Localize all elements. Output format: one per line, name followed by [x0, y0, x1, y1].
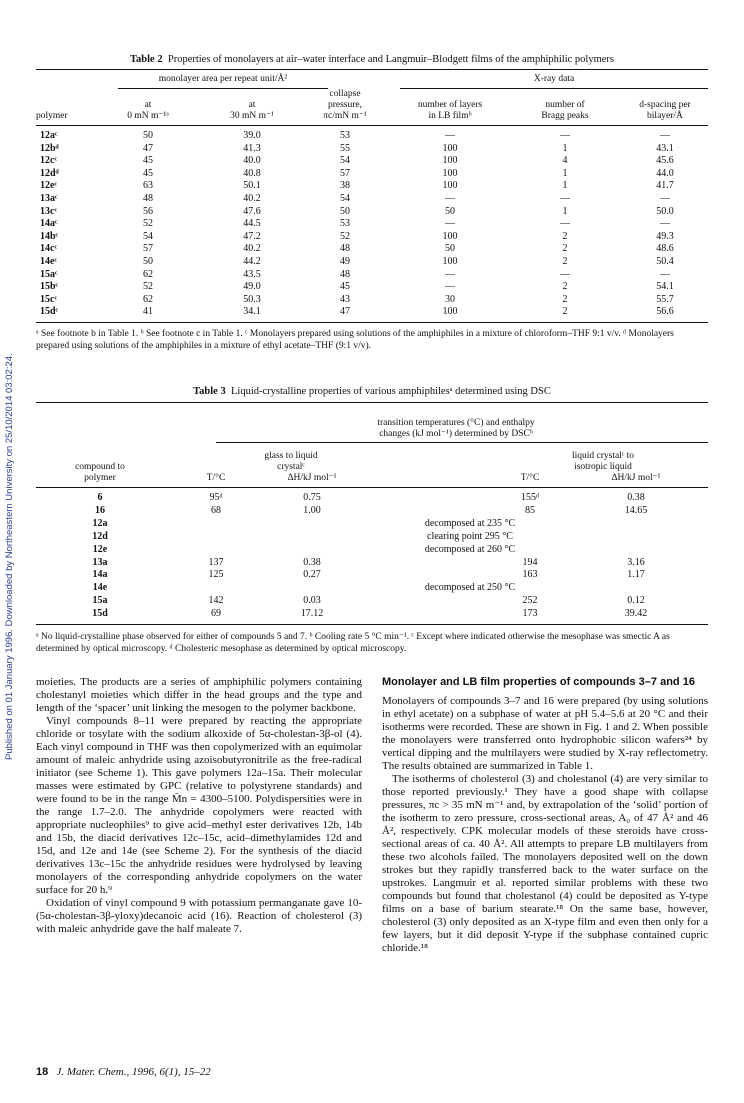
table-cell: 50: [143, 256, 153, 267]
table3-header-rule: [36, 487, 708, 488]
table-cell: 125: [208, 569, 224, 581]
table-row-polymer: 15cᶜ: [40, 293, 58, 305]
table-cell: 48.6: [656, 243, 674, 255]
table-cell: 142: [208, 595, 224, 607]
table-cell: 52: [340, 230, 350, 242]
table-row-compound: 16: [95, 504, 105, 516]
table-cell: 44.5: [243, 218, 261, 230]
table-note: decomposed at 260 °C: [424, 543, 516, 555]
table-row-compound: 13a: [92, 556, 108, 568]
table-cell: 48: [340, 243, 350, 255]
left-column: [36, 676, 362, 936]
table-cell: 2: [562, 243, 568, 255]
table3-top-rule: [36, 402, 708, 403]
table-row-polymer: 15dᶜ: [40, 306, 59, 318]
table-note: decomposed at 250 °C: [424, 582, 516, 594]
table-cell: 68: [211, 504, 221, 516]
col-polymer: polymer: [36, 111, 68, 121]
table-cell: 52: [143, 281, 153, 293]
table-cell: 95ᵈ: [209, 492, 223, 503]
table3-caption: Table 3 Liquid-crystalline properties of various amphiphilesᵃ determined using DSC: [193, 386, 551, 397]
table-cell: 49.0: [243, 281, 261, 293]
table-cell: 57: [143, 243, 153, 255]
table-cell: 49.3: [656, 230, 674, 242]
table-cell: 40.2: [243, 243, 261, 255]
table-cell: 53: [340, 218, 350, 230]
table-cell: 1: [562, 167, 568, 179]
table2-top-rule: [36, 69, 708, 70]
group-rule-1: [118, 88, 328, 89]
table-cell: 2: [562, 230, 568, 242]
table-cell: 40.2: [243, 193, 261, 204]
table-row-compound: 12d: [92, 530, 108, 542]
download-notice: Published on 01 January 1996. Downloaded by Northeastern University on 25/10/2014 03:02:24.: [4, 353, 15, 760]
table-cell: 1.00: [303, 504, 321, 516]
table-cell: 14.65: [624, 504, 648, 516]
col-dspacing: d-spacing per bilayer/Å: [639, 100, 691, 121]
section-heading: Monolayer and LB film properties of compounds 3–7 and 16: [382, 676, 695, 688]
table-cell: 38: [340, 180, 350, 192]
table-note: decomposed at 235 °C: [424, 517, 516, 529]
table-cell: 44.2: [243, 256, 261, 267]
table-cell: 62: [143, 293, 153, 305]
table-cell: —: [560, 193, 570, 204]
table-cell: 85: [525, 504, 535, 516]
table-cell: —: [560, 268, 570, 280]
table-row-polymer: 15bᶜ: [40, 281, 59, 293]
table-cell: 54.1: [656, 281, 674, 293]
table-cell: 43.5: [243, 268, 261, 280]
table-row-polymer: 12cᶜ: [40, 155, 58, 167]
table-cell: 55.7: [656, 293, 674, 305]
table-cell: 3.16: [627, 556, 645, 568]
table-cell: 0.38: [627, 492, 645, 503]
table-cell: 2: [562, 281, 568, 293]
table-cell: 54: [340, 193, 350, 204]
table3-header-glass: glass to liquid crystalᶜ: [264, 451, 318, 472]
table-row-compound: 14e: [92, 582, 108, 594]
table-cell: —: [445, 130, 455, 141]
table-cell: 45: [143, 155, 153, 167]
table-cell: 155ᵈ: [520, 492, 540, 503]
table-cell: 39.0: [243, 130, 261, 141]
table-cell: 54: [340, 155, 350, 167]
paragraph: Vinyl compounds 8–11 were prepared by reacting the appropriate chloride or tosylate with the sodium alkoxide of 5α-cholestan-3β-ol (4). Each vinyl compound in THF was then copolymerized with an equimolar amount of maleic anhydride using azoisobutyronitrile as the free-radical initiator (see Scheme 1). This gave polymers 12a–15a. Their molecular masses were estimated by GPC (relative to polystyrene standards) and were found to be in the range M̄n = 4300–5100. Polydispersities were in the range 1.7–2.0. The anhydride copolymers were reacted with appropriate nucleophiles⁹ to give acid–methyl ester derivatives 12b, 14b and 15b, the diacid derivatives 12c–15c, acid–dimethylamides 12d and 15d, and 12e and 14e (see Scheme 2). For the synthesis of the diacid derivatives 13c–15c the anhydride residues were hydrolysed by leaving monolayers of the corresponding anhydride copolymers on the water surface for 20 h.⁹: [36, 715, 362, 896]
table-cell: 63: [143, 180, 153, 192]
col-compound: compound to polymer: [75, 462, 125, 483]
table-cell: 44.0: [656, 167, 674, 179]
paragraph: The isotherms of cholesterol (3) and cholestanol (4) are very similar to those reported previously.¹ They have a good shape with collapse pressures, πc > 35 mN m⁻¹ and, by extrapolation of the ‘solid’ portion of the isotherm to zero pressure, cross-sectional areas, A₀ of 47 Å² and 46 Å², respectively. CPK molecular models of these steroids have cross-sectional areas of ca. 40 Å². All attempts to prepare LB multilayers from these two alcohols failed. The monolayers deposited well on the down strokes but they rapidly transferred back to the water surface on the upstrokes. Langmuir et al. reported similar problems with these two compounds but found that cholestanol (4) could be deposited as Y-type films on a base of barium stearate.¹⁸ On the same base, however, cholesterol (3) only deposited as an X-type film and even then only for a few layers, but it did deposit Y-type if the subphase contained cupric chloride.¹⁸: [382, 773, 708, 954]
table-cell: 0.12: [627, 595, 645, 607]
table-cell: —: [560, 130, 570, 141]
table-cell: 2: [562, 293, 568, 305]
table-cell: 252: [522, 595, 538, 607]
table-cell: —: [660, 268, 670, 280]
table-row-compound: 12a: [92, 517, 108, 529]
table-row-polymer: 13aᶜ: [40, 193, 58, 204]
table-cell: 47: [143, 142, 153, 154]
table-cell: 56: [143, 205, 153, 217]
col-dh2: ΔH/kJ mol⁻¹: [611, 473, 661, 483]
table-cell: 17.12: [300, 608, 324, 620]
table-cell: 54: [143, 230, 153, 242]
table-cell: 0.27: [303, 569, 321, 581]
col-dh1: ΔH/kJ mol⁻¹: [287, 473, 337, 483]
table-cell: 2: [562, 256, 568, 267]
table-cell: 50: [340, 205, 350, 217]
table-cell: 47: [340, 306, 350, 318]
table2-footnote: ᵃ See footnote b in Table 1. ᵇ See footnote c in Table 1. ᶜ Monolayers prepared using solutions of the amphiphiles in a mixture of chloroform–THF 9:1 v/v. ᵈ Monolayers prepared using solutions of the amphiphiles in a mixture of ethyl acetate–THF (9:1 v/v).: [36, 329, 674, 351]
right-column: [382, 676, 708, 955]
table-cell: 47.6: [243, 205, 261, 217]
table-cell: 1: [562, 142, 568, 154]
table-cell: 47.2: [243, 230, 261, 242]
table-cell: —: [560, 218, 570, 230]
table-row-polymer: 13cᶜ: [40, 205, 58, 217]
table-cell: 41: [143, 306, 153, 318]
table-note: clearing point 295 °C: [427, 530, 513, 542]
table-row-polymer: 12aᶜ: [40, 130, 58, 141]
t3-group-rule: [216, 442, 708, 443]
table-row-polymer: 14eᶜ: [40, 256, 58, 267]
table-row-compound: 6: [97, 492, 103, 503]
table-row-compound: 15d: [92, 608, 108, 620]
col-layers: number of layers in LB filmᵇ: [417, 100, 483, 121]
table-cell: 52: [143, 218, 153, 230]
table-cell: 50.0: [656, 205, 674, 217]
table-cell: 1.17: [627, 569, 645, 581]
table-cell: 43.1: [656, 142, 674, 154]
table-cell: 69: [211, 608, 221, 620]
table-cell: —: [660, 193, 670, 204]
table-cell: —: [445, 268, 455, 280]
table-cell: 45: [340, 281, 350, 293]
paragraph: Monolayers of compounds 3–7 and 16 were prepared (by using solutions in ethyl acetate) on a subphase of water at pH 5.4–5.6 at 20 °C and their isotherms were recorded. These are shown in Fig. 1 and 2. When possible the monolayers were transferred onto hydrophobic silicon wafers²⁴ by vertical dipping and the multilayers were studied by X-ray reflectometry. The results obtained are summarized in Table 1.: [382, 695, 708, 772]
table-cell: 2: [562, 306, 568, 318]
col-t1: T/°C: [206, 473, 226, 483]
table-row-polymer: 14bᶜ: [40, 230, 59, 242]
group-rule-2: [400, 88, 708, 89]
table2-caption: Table 2 Properties of monolayers at air–water interface and Langmuir–Blodgett films of the amphiphilic polymers: [130, 54, 614, 65]
table-cell: 45.6: [656, 155, 674, 167]
table-row-compound: 14a: [92, 569, 108, 581]
table-cell: 100: [442, 167, 458, 179]
table-cell: 4: [562, 155, 568, 167]
table-cell: —: [445, 193, 455, 204]
table-row-compound: 15a: [92, 595, 108, 607]
table-cell: 50.1: [243, 180, 261, 192]
table-cell: 48: [143, 193, 153, 204]
paragraph: moieties. The products are a series of amphiphilic polymers containing cholestanyl moieties which differ in the head groups and the type and length of the ‘spacer’ unit linking the mesogen to the polymer backbone.: [36, 676, 362, 714]
table-cell: 48: [340, 268, 350, 280]
table-cell: —: [660, 130, 670, 141]
table-cell: 53: [340, 130, 350, 141]
table-cell: 50: [143, 130, 153, 141]
table-cell: —: [445, 281, 455, 293]
table-cell: 56.6: [656, 306, 674, 318]
table2-header-rule: [36, 125, 708, 126]
col-bragg: number of Bragg peaks: [541, 100, 589, 121]
table-cell: 50: [445, 205, 455, 217]
table-cell: 100: [442, 180, 458, 192]
table-cell: 50: [445, 243, 455, 255]
table-cell: 30: [445, 293, 455, 305]
table-cell: 41.7: [656, 180, 674, 192]
table-cell: 62: [143, 268, 153, 280]
table-cell: 50.3: [243, 293, 261, 305]
table-cell: 194: [522, 556, 538, 568]
col-at0: at 0 mN m⁻¹ᵃ: [127, 100, 169, 121]
col-collapse: collapse pressure, πc/mN m⁻¹: [323, 89, 367, 121]
table-cell: 55: [340, 142, 350, 154]
col-at30: at 30 mN m⁻¹: [230, 100, 274, 121]
page-footer: [36, 1066, 211, 1078]
table-cell: 1: [562, 205, 568, 217]
table-row-polymer: 12eᶜ: [40, 180, 58, 192]
table-cell: 0.75: [303, 492, 321, 503]
table-cell: 0.03: [303, 595, 321, 607]
table-cell: 34.1: [243, 306, 261, 318]
table-cell: 49: [340, 256, 350, 267]
table-cell: 100: [442, 230, 458, 242]
table2-group-monolayer: monolayer area per repeat unit/Å²: [158, 74, 288, 84]
table3-footnote: ᵃ No liquid-crystalline phase observed for either of compounds 5 and 7. ᵇ Cooling rate 5 °C min⁻¹. ᶜ Except where indicated otherwise the mesophase was smectic A as determined by optical microscopy. ᵈ Cholesteric mesophase as determined by optical microscopy.: [36, 632, 670, 654]
paragraph: Oxidation of vinyl compound 9 with potassium permanganate gave 10-(5α-cholestan-3β-yloxy)decanoic acid (16). Reaction of cholesterol (3) with maleic anhydride gave the half maleate 7.: [36, 897, 362, 935]
table-cell: 100: [442, 142, 458, 154]
table3-header-iso: liquid crystalᶜ to isotropic liquid: [571, 451, 635, 472]
table-cell: 45: [143, 167, 153, 179]
table-cell: 0.38: [303, 556, 321, 568]
table-cell: 57: [340, 167, 350, 179]
table-row-polymer: 15aᶜ: [40, 268, 58, 280]
page-number: 18: [36, 1066, 49, 1078]
table-cell: 39.42: [624, 608, 648, 620]
table-row-polymer: 14aᶜ: [40, 218, 58, 230]
table-cell: 43: [340, 293, 350, 305]
col-t2: T/°C: [520, 473, 540, 483]
table-row-polymer: 12dᵈ: [40, 167, 59, 179]
table-cell: 137: [208, 556, 224, 568]
table3-header-top: transition temperatures (°C) and enthalpy changes (kJ mol⁻¹) determined by DSCᵇ: [377, 418, 535, 439]
table-cell: 100: [442, 155, 458, 167]
table-row-compound: 12e: [92, 543, 108, 555]
table-cell: 40.8: [243, 167, 261, 179]
table-row-polymer: 12bᵈ: [40, 142, 59, 154]
journal-citation: J. Mater. Chem., 1996, 6(1), 15–22: [56, 1066, 211, 1078]
table-cell: 41.3: [243, 142, 261, 154]
table-cell: 40.0: [243, 155, 261, 167]
table-cell: 100: [442, 306, 458, 318]
table-cell: —: [660, 218, 670, 230]
table-cell: 100: [442, 256, 458, 267]
table-cell: 163: [522, 569, 538, 581]
table2-group-xray: X-ray data: [533, 74, 575, 84]
table3-bottom-rule: [36, 624, 708, 625]
table-cell: —: [445, 218, 455, 230]
table2-bottom-rule: [36, 322, 708, 323]
table-cell: 50.4: [656, 256, 674, 267]
table-row-polymer: 14cᶜ: [40, 243, 58, 255]
table-cell: 1: [562, 180, 568, 192]
table-cell: 173: [522, 608, 538, 620]
